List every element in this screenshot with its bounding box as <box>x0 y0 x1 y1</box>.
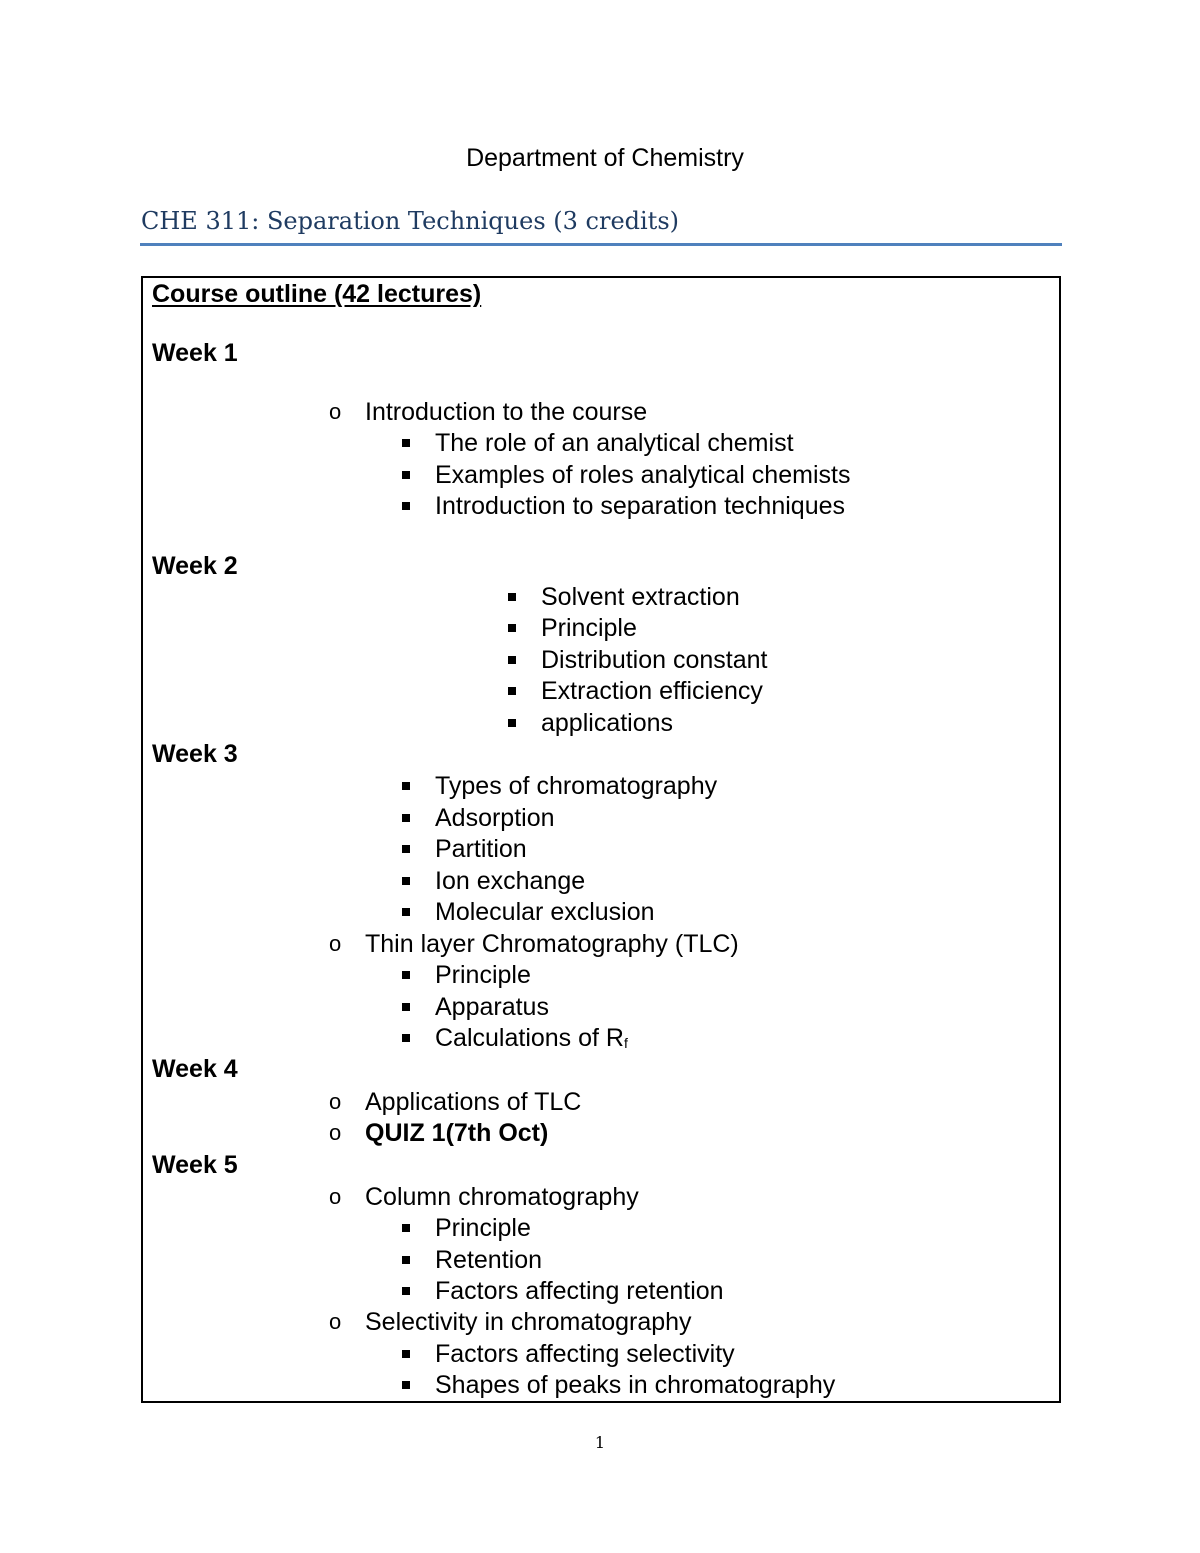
outline-item: Thin layer Chromatography (TLC) <box>365 930 739 958</box>
outline-item: Applications of TLC <box>365 1088 582 1116</box>
square-bullet-icon <box>402 814 410 822</box>
week-label: Week 2 <box>152 552 238 580</box>
outline-item: Examples of roles analytical chemists <box>435 461 851 489</box>
square-bullet-icon <box>402 502 410 510</box>
outline-item: applications <box>541 709 674 737</box>
square-bullet-icon <box>508 687 516 695</box>
outline-item: Solvent extraction <box>541 583 740 611</box>
outline-item: The role of an analytical chemist <box>435 429 794 457</box>
outline-item: Retention <box>435 1246 543 1274</box>
outline-item: Partition <box>435 835 527 863</box>
week-label: Week 5 <box>152 1151 238 1179</box>
course-title: CHE 311: Separation Techniques (3 credits) <box>141 207 680 235</box>
square-bullet-icon <box>402 439 410 447</box>
outline-item: Extraction efficiency <box>541 677 763 705</box>
circle-bullet-icon: o <box>329 1089 342 1114</box>
outline-item: Factors affecting retention <box>435 1277 724 1305</box>
square-bullet-icon <box>508 593 516 601</box>
outline-item: Selectivity in chromatography <box>365 1308 692 1336</box>
square-bullet-icon <box>508 656 516 664</box>
circle-bullet-icon: o <box>329 1120 342 1145</box>
square-bullet-icon <box>402 1350 410 1358</box>
circle-bullet-icon: o <box>329 399 342 424</box>
outline-item: Introduction to the course <box>365 398 648 426</box>
square-bullet-icon <box>402 1224 410 1232</box>
outline-item: Types of chromatography <box>435 772 718 800</box>
outline-item: Column chromatography <box>365 1183 639 1211</box>
title-rule <box>140 243 1062 246</box>
outline-item: Apparatus <box>435 993 549 1021</box>
circle-bullet-icon: o <box>329 1184 342 1209</box>
square-bullet-icon <box>508 624 516 632</box>
outline-item: Distribution constant <box>541 646 768 674</box>
circle-bullet-icon: o <box>329 931 342 956</box>
subscript: f <box>623 1035 628 1051</box>
department-heading: Department of Chemistry <box>466 144 744 172</box>
outline-item: Principle <box>541 614 637 642</box>
square-bullet-icon <box>508 719 516 727</box>
outline-item-text: Calculations of R <box>435 1024 624 1052</box>
square-bullet-icon <box>402 1034 410 1042</box>
square-bullet-icon <box>402 845 410 853</box>
outline-item: Principle <box>435 1214 531 1242</box>
square-bullet-icon <box>402 1381 410 1389</box>
circle-bullet-icon: o <box>329 1309 342 1334</box>
page-number: 1 <box>594 1433 606 1452</box>
square-bullet-icon <box>402 877 410 885</box>
week-label: Week 1 <box>152 339 238 367</box>
square-bullet-icon <box>402 782 410 790</box>
outline-item: Ion exchange <box>435 867 586 895</box>
outline-item: Introduction to separation techniques <box>435 492 845 520</box>
quiz-item: QUIZ 1(7th Oct) <box>365 1119 549 1147</box>
outline-item: Principle <box>435 961 531 989</box>
week-label: Week 4 <box>152 1055 238 1083</box>
square-bullet-icon <box>402 1003 410 1011</box>
outline-item: Shapes of peaks in chromatography <box>435 1371 836 1399</box>
square-bullet-icon <box>402 1287 410 1295</box>
square-bullet-icon <box>402 471 410 479</box>
outline-item: Factors affecting selectivity <box>435 1340 735 1368</box>
square-bullet-icon <box>402 971 410 979</box>
outline-item <box>435 1023 628 1058</box>
square-bullet-icon <box>402 1256 410 1264</box>
outline-item: Molecular exclusion <box>435 898 655 926</box>
outline-item: Adsorption <box>435 804 555 832</box>
square-bullet-icon <box>402 908 410 916</box>
week-label: Week 3 <box>152 740 238 768</box>
outline-heading: Course outline (42 lectures) <box>152 280 482 308</box>
